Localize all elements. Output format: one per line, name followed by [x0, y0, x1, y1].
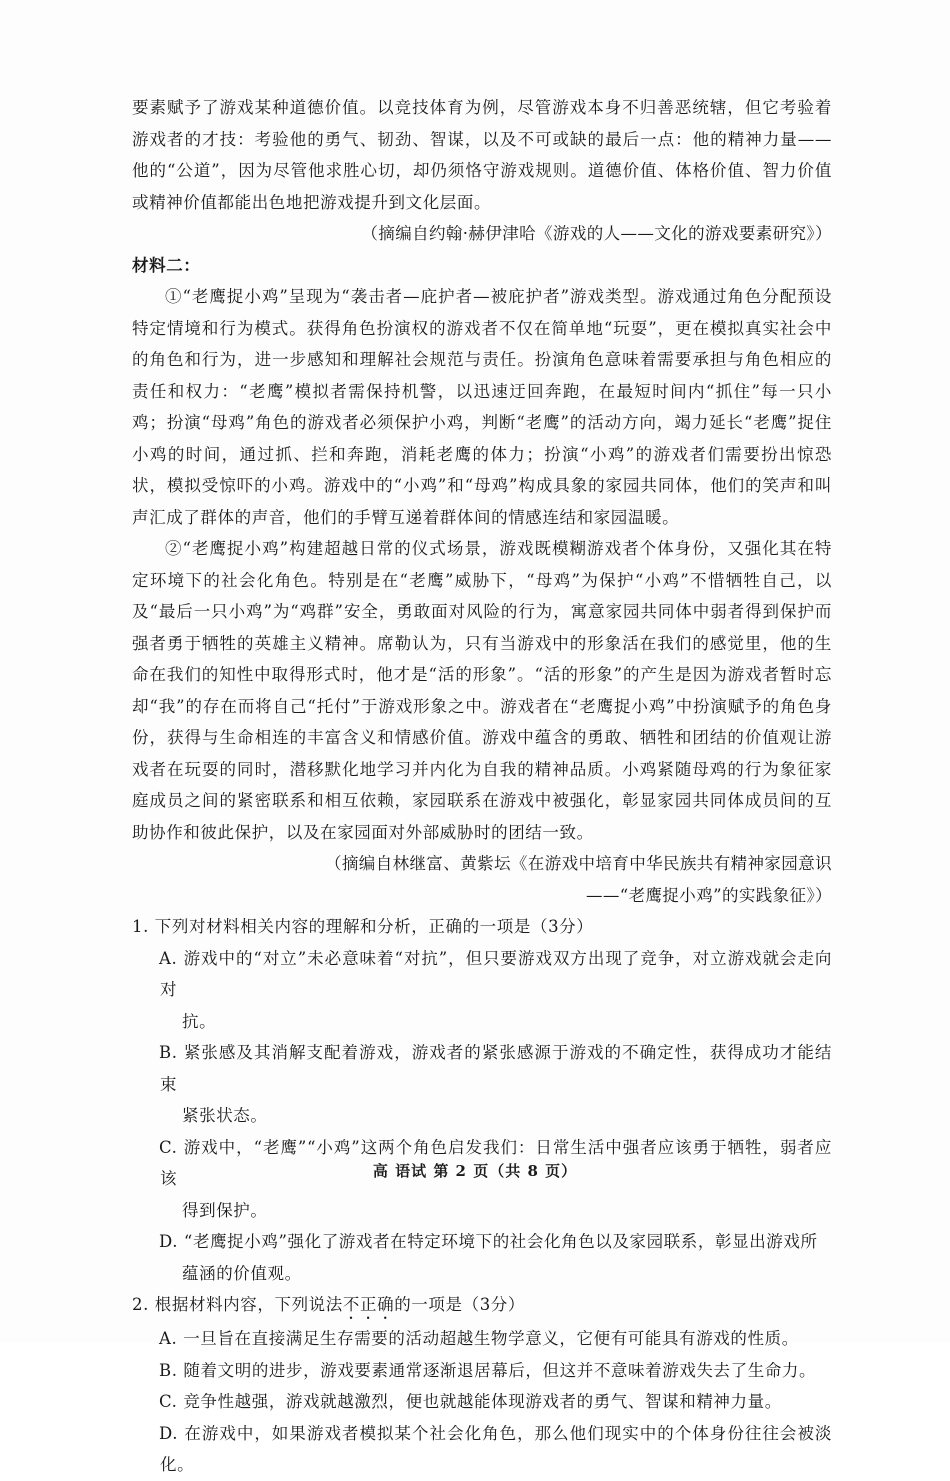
- material2-paragraph-1: ①“老鹰捉小鸡”呈现为“袭击者—庇护者—被庇护者”游戏类型。游戏通过角色分配预设特定情境和行为模式。获得角色扮演权的游戏者不仅在简单地“玩耍”，更在模拟真实社会中的角色和行为，进一步感知和理解社会规范与责任。扮演角色意味着需要承担与角色相应的责任和权力：“老鹰”模拟者需保持机警，以迅速迂回奔跑，在最短时间内“抓住”每一只小鸡；扮演“母鸡”角色的游戏者必须保护小鸡，判断“老鹰”的活动方向，竭力延长“老鹰”捉住小鸡的时间，通过抓、拦和奔跑，消耗老鹰的体力；扮演“小鸡”的游戏者们需要扮出惊恐状，模拟受惊吓的小鸡。游戏中的“小鸡”和“母鸡”构成具象的家园共同体，他们的笑声和叫声汇成了群体的声音，他们的手臂互递着群体间的情感连结和家园温暖。: [132, 287, 832, 527]
- question-1-option-a: A. 游戏中的“对立”未必意味着“对抗”，但只要游戏双方出现了竞争，对立游戏就会走向对: [159, 948, 832, 999]
- page-footer: 高 语试 第 2 页（共 8 页）: [372, 1162, 578, 1180]
- question-2-stem-suffix: 的一项是（3分）: [394, 1295, 526, 1314]
- material2-source-line-2: ——“老鹰捉小鸡”的实践象征》）: [585, 885, 832, 905]
- material1-source: （摘编自约翰·赫伊津哈《游戏的人——文化的游戏要素研究》）: [361, 224, 832, 243]
- question-1-option-c-cont: 得到保护。: [182, 1200, 268, 1220]
- question-2-stem-emphasis: 不正确: [342, 1295, 395, 1314]
- question-1-stem: 1. 下列对材料相关内容的理解和分析，正确的一项是（3分）: [132, 917, 594, 936]
- question-1-option-b: B. 紧张感及其消解支配着游戏，游戏者的紧张感源于游戏的不确定性，获得成功才能结束: [159, 1043, 832, 1094]
- page-content: [132, 92, 832, 1481]
- material2-heading: 材料二：: [132, 255, 201, 275]
- question-1: [132, 911, 832, 1289]
- question-1-option-c: C. 游戏中，“老鹰”“小鸡”这两个角色启发我们：日常生活中强者应该勇于牺牲，弱者应该: [159, 1137, 832, 1188]
- question-1-option-d: D. “老鹰捉小鸡”强化了游戏者在特定环境下的社会化角色以及家园联系，彰显出游戏所: [159, 1232, 818, 1251]
- material2-paragraph-2: ②“老鹰捉小鸡”构建超越日常的仪式场景，游戏既模糊游戏者个体身份，又强化其在特定环境下的社会化角色。特别是在“老鹰”威胁下，“母鸡”为保护“小鸡”不惜牺牲自己，以及“最后一只小鸡”为“鸡群”安全，勇敢面对风险的行为，寓意家园共同体中弱者得到保护而强者勇于牺牲的英雄主义精神。席勒认为，只有当游戏中的形象活在我们的感觉里，他的生命在我们的知性中取得形式时，他才是“活的形象”。“活的形象”的产生是因为游戏者暂时忘却“我”的存在而将自己“托付”于游戏形象之中。游戏者在“老鹰捉小鸡”中扮演赋予的角色身份，获得与生命相连的丰富含义和情感价值。游戏中蕴含的勇敢、牺牲和团结的价值观让游戏者在玩耍的同时，潜移默化地学习并内化为自我的精神品质。小鸡紧随母鸡的行为象征家庭成员之间的紧密联系和相互依赖，家园联系在游戏中被强化，彰显家园共同体成员间的互助协作和彼此保护，以及在家园面对外部威胁时的团结一致。: [132, 539, 832, 842]
- question-1-option-a-cont: 抗。: [182, 1011, 217, 1031]
- question-2: [132, 1289, 832, 1481]
- question-2-option-d: D. 在游戏中，如果游戏者模拟某个社会化角色，那么他们现实中的个体身份往往会被淡化。: [159, 1423, 832, 1474]
- question-2-option-a: A. 一旦旨在直接满足生存需要的活动超越生物学意义，它便有可能具有游戏的性质。: [159, 1329, 799, 1348]
- question-2-option-c: C. 竞争性越强，游戏就越激烈，便也就越能体现游戏者的勇气、智谋和精神力量。: [159, 1392, 782, 1411]
- question-2-option-b: B. 随着文明的进步，游戏要素通常逐渐退居幕后，但这并不意味着游戏失去了生命力。: [159, 1360, 817, 1380]
- question-1-option-b-cont: 紧张状态。: [182, 1106, 268, 1125]
- material2-source-line-1: （摘编自林继富、黄紫坛《在游戏中培育中华民族共有精神家园意识: [325, 854, 832, 873]
- material1-tail-paragraph: 要素赋予了游戏某种道德价值。以竞技体育为例，尽管游戏本身不归善恶统辖，但它考验着游戏者的才技：考验他的勇气、韧劲、智谋，以及不可或缺的最后一点：他的精神力量——他的“公道”，因为尽管他求胜心切，却仍须恪守游戏规则。道德价值、体格价值、智力价值或精神价值都能出色地把游戏提升到文化层面。: [132, 98, 832, 212]
- question-2-stem-prefix: 2. 根据材料内容，下列说法: [132, 1295, 343, 1314]
- question-2-stem: [132, 1289, 832, 1323]
- question-1-option-d-cont: 蕴涵的价值观。: [182, 1263, 302, 1283]
